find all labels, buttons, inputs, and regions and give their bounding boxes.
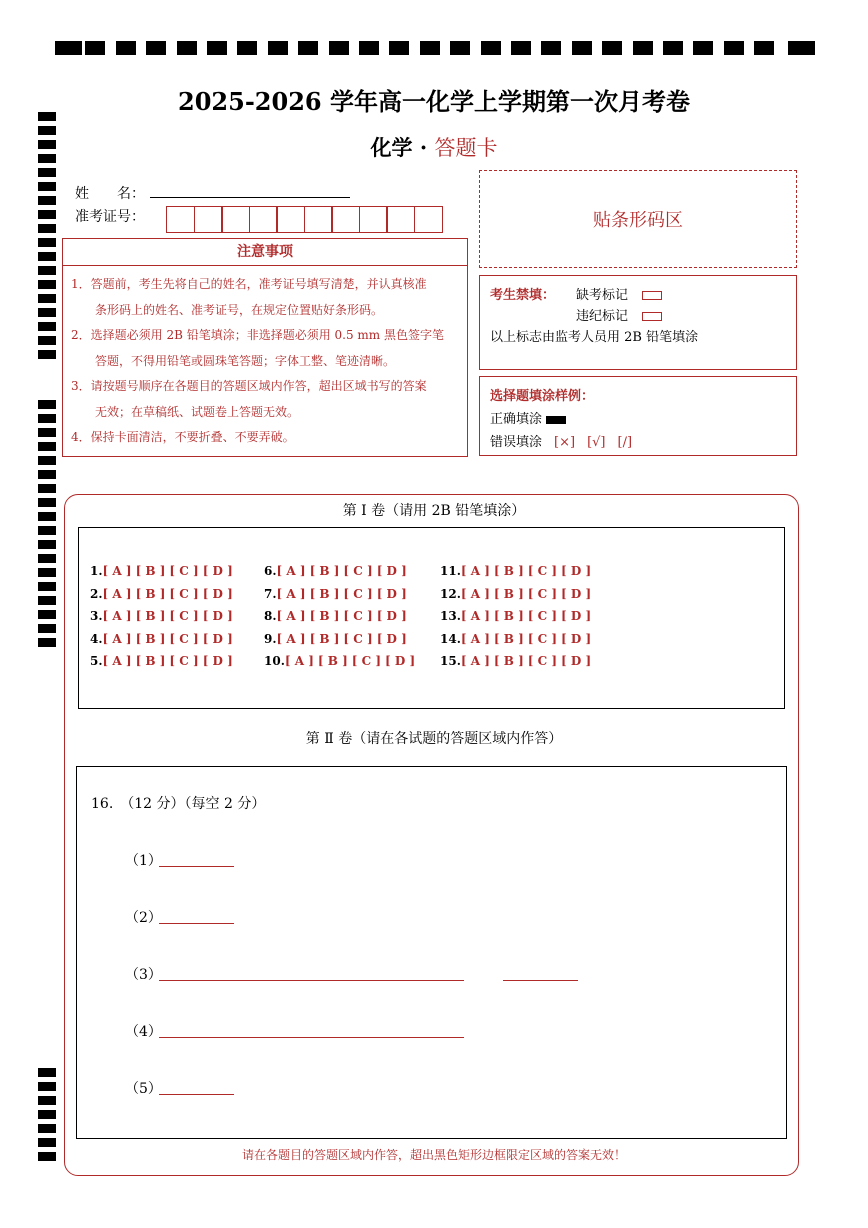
absent-row <box>576 284 662 303</box>
question-number: 12. <box>440 586 461 601</box>
timing-mark <box>38 526 56 535</box>
notice-line: 4．保持卡面清洁，不要折叠、不要弄破。 <box>71 430 295 444</box>
timing-mark <box>38 428 56 437</box>
question-number: 11. <box>440 564 461 578</box>
name-label: 姓 名： <box>75 186 145 202</box>
choice-bubble[interactable]: [ A ] <box>460 654 490 668</box>
timing-mark <box>420 41 440 55</box>
timing-mark <box>724 41 744 55</box>
timing-mark <box>38 1124 56 1133</box>
choice-bubble[interactable]: [ D ] <box>561 564 592 578</box>
choice-bubble[interactable]: [ B ] <box>493 586 524 601</box>
id-digit-box[interactable] <box>249 206 278 233</box>
choice-bubble[interactable]: [ D ] <box>561 586 592 601</box>
choice-bubble[interactable]: [ D ] <box>385 654 416 668</box>
sample-panel <box>479 376 797 456</box>
question-number: 2. <box>90 586 103 601</box>
violation-label: 违纪标记 <box>576 309 629 324</box>
question-number: 10. <box>264 654 285 668</box>
choice-bubble[interactable]: [ A ] <box>276 586 306 601</box>
choice-bubble[interactable]: [ B ] <box>309 631 340 646</box>
notice-heading: 注意事项 <box>63 239 467 266</box>
timing-mark <box>298 41 318 55</box>
timing-mark <box>38 224 56 233</box>
timing-mark <box>38 280 56 289</box>
choice-row <box>264 609 419 632</box>
part1-title: 第 Ⅰ 卷（请用 2B 铅笔填涂） <box>342 503 526 519</box>
timing-mark <box>38 196 56 205</box>
timing-mark <box>38 456 56 465</box>
timing-mark <box>38 596 56 605</box>
choice-bubble[interactable]: [ D ] <box>561 631 592 646</box>
choice-bubble[interactable]: [ C ] <box>527 654 558 668</box>
timing-mark <box>116 41 136 55</box>
violation-mark-box[interactable] <box>642 312 662 321</box>
choice-bubble[interactable]: [ A ] <box>102 631 132 646</box>
timing-mark <box>38 238 56 247</box>
timing-mark <box>38 322 56 331</box>
choice-bubble[interactable]: [ B ] <box>493 631 524 646</box>
question-number: 15. <box>440 654 461 668</box>
timing-marks-left-middle <box>38 400 56 652</box>
choice-bubble[interactable]: [ C ] <box>343 564 373 578</box>
choice-bubble[interactable]: [ C ] <box>351 654 382 668</box>
choice-bubble[interactable]: [ A ] <box>276 631 306 646</box>
choice-bubble[interactable]: [ C ] <box>169 609 199 623</box>
timing-mark <box>38 252 56 261</box>
timing-mark <box>146 41 166 55</box>
choice-bubble[interactable]: [ C ] <box>343 631 373 646</box>
notice-line: 1．答题前，考生先将自己的姓名，准考证号填写清楚，并认真核准 <box>71 277 427 291</box>
timing-mark <box>38 182 56 191</box>
choice-bubble[interactable]: [ A ] <box>102 586 132 601</box>
choice-column-2 <box>264 564 419 677</box>
choice-bubble[interactable]: [ A ] <box>276 609 306 623</box>
q16-part-2: （2） <box>125 910 162 926</box>
filled-mark-icon <box>546 416 566 424</box>
timing-mark <box>38 294 56 303</box>
choice-row <box>264 587 419 610</box>
id-digit-box[interactable] <box>331 206 360 233</box>
notice-line: 2．选择题必须用 2B 铅笔填涂；非选择题必须用 0.5 mm 黑色签字笔 <box>71 328 445 342</box>
timing-mark <box>38 1096 56 1105</box>
timing-mark <box>663 41 683 55</box>
notice-list <box>63 266 467 451</box>
choice-row <box>264 654 419 677</box>
id-digit-box[interactable] <box>166 206 195 233</box>
choice-bubble[interactable]: [ D ] <box>561 609 592 623</box>
choice-row <box>90 632 237 655</box>
timing-mark <box>38 624 56 633</box>
choice-bubble[interactable]: [ B ] <box>309 609 340 623</box>
choice-bubble[interactable]: [ A ] <box>460 631 490 646</box>
question-number: 9. <box>264 631 277 646</box>
choice-bubble[interactable]: [ D ] <box>561 654 592 668</box>
choice-bubble[interactable]: [ A ] <box>102 609 132 623</box>
choice-bubble[interactable]: [ C ] <box>169 654 199 668</box>
wrong-mark: [√] <box>587 435 606 450</box>
wrong-label: 错误填涂 <box>490 435 543 450</box>
choice-bubble[interactable]: [ D ] <box>202 654 233 668</box>
timing-mark <box>55 41 82 55</box>
barcode-area: 贴条形码区 <box>479 170 797 268</box>
timing-mark <box>38 1110 56 1119</box>
forbid-note: 以上标志由监考人员用 2B 铅笔填涂 <box>490 330 699 345</box>
q16-part-4: （4） <box>125 1024 162 1040</box>
id-digit-box[interactable] <box>304 206 333 233</box>
answer-blank[interactable] <box>159 1037 464 1038</box>
choice-row <box>90 587 237 610</box>
correct-label: 正确填涂 <box>490 412 543 427</box>
timing-mark <box>38 470 56 479</box>
answer-blank[interactable] <box>159 866 234 867</box>
choice-row <box>440 587 595 610</box>
timing-mark <box>38 484 56 493</box>
timing-mark <box>268 41 288 55</box>
part2-title: 第 Ⅱ 卷（请在各试题的答题区域内作答） <box>305 731 563 747</box>
timing-mark <box>754 41 774 55</box>
timing-mark <box>481 41 501 55</box>
timing-mark <box>38 414 56 423</box>
id-digit-box[interactable] <box>194 206 223 233</box>
choice-bubble[interactable]: [ D ] <box>376 609 407 623</box>
timing-mark <box>38 540 56 549</box>
choice-bubble[interactable]: [ B ] <box>135 586 166 601</box>
choice-bubble[interactable]: [ C ] <box>169 631 199 646</box>
choice-row <box>440 564 595 587</box>
choice-row <box>440 654 595 677</box>
name-field[interactable] <box>150 197 350 198</box>
timing-mark <box>38 336 56 345</box>
answer-blank[interactable] <box>159 1094 234 1095</box>
timing-mark <box>85 41 105 55</box>
timing-mark <box>38 610 56 619</box>
choice-row <box>440 609 595 632</box>
timing-mark <box>38 1068 56 1077</box>
choice-bubble[interactable]: [ A ] <box>102 564 132 578</box>
question-number: 3. <box>90 609 103 623</box>
notice-line: 无效；在草稿纸、试题卷上答题无效。 <box>71 404 300 419</box>
answer-blank[interactable] <box>159 980 464 981</box>
timing-mark <box>359 41 379 55</box>
page-title: 2025-2026 学年高一化学上学期第一次月考卷 <box>178 87 690 116</box>
choice-bubble[interactable]: [ A ] <box>460 609 490 623</box>
choice-bubble[interactable]: [ C ] <box>527 631 558 646</box>
id-digit-box[interactable] <box>221 206 250 233</box>
choice-row <box>90 564 237 587</box>
timing-mark <box>38 210 56 219</box>
choice-row <box>440 632 595 655</box>
timing-mark <box>602 41 622 55</box>
q16-part-1: （1） <box>125 853 162 869</box>
choice-bubble[interactable]: [ A ] <box>276 564 306 578</box>
question-number: 4. <box>90 631 103 646</box>
choice-bubble[interactable]: [ C ] <box>343 586 373 601</box>
subtitle-subject: 化学 · <box>370 135 435 160</box>
choice-bubble[interactable]: [ B ] <box>493 654 524 668</box>
notice-line: 条形码上的姓名、准考证号，在规定位置贴好条形码。 <box>71 302 384 317</box>
timing-mark <box>38 266 56 275</box>
choice-bubble[interactable]: [ A ] <box>460 586 490 601</box>
choice-bubble[interactable]: [ D ] <box>376 586 407 601</box>
choice-bubble[interactable]: [ C ] <box>169 586 199 601</box>
timing-mark <box>38 350 56 359</box>
id-number-boxes[interactable] <box>166 206 441 233</box>
choice-row <box>90 609 237 632</box>
question-number: 13. <box>440 609 461 623</box>
wrong-mark: [×] <box>554 435 576 450</box>
question-number: 8. <box>264 609 277 623</box>
choice-bubble[interactable]: [ B ] <box>493 564 524 578</box>
timing-mark <box>38 582 56 591</box>
timing-mark <box>38 168 56 177</box>
forbid-panel <box>479 275 797 370</box>
choice-bubble[interactable]: [ A ] <box>460 564 490 578</box>
sample-heading: 选择题填涂样例： <box>490 389 595 404</box>
choice-bubble[interactable]: [ B ] <box>309 564 340 578</box>
notice-panel <box>62 238 468 457</box>
choice-bubble[interactable]: [ D ] <box>376 631 407 646</box>
choice-bubble[interactable]: [ D ] <box>202 631 233 646</box>
id-digit-box[interactable] <box>276 206 305 233</box>
choice-bubble[interactable]: [ A ] <box>284 654 314 668</box>
correct-row <box>490 408 566 427</box>
choice-bubble[interactable]: [ B ] <box>135 564 166 578</box>
choice-bubble[interactable]: [ C ] <box>527 609 558 623</box>
id-label: 准考证号： <box>75 209 145 225</box>
choice-column-3 <box>440 564 595 677</box>
absent-label: 缺考标记 <box>576 288 629 303</box>
wrong-row <box>490 431 632 450</box>
timing-mark <box>38 568 56 577</box>
page-subtitle <box>0 132 868 162</box>
forbid-label: 考生禁填： <box>490 288 556 303</box>
choice-bubble[interactable]: [ C ] <box>343 609 373 623</box>
choice-row <box>264 632 419 655</box>
timing-mark <box>450 41 470 55</box>
timing-mark <box>541 41 561 55</box>
choice-bubble[interactable]: [ D ] <box>202 564 233 578</box>
id-digit-box[interactable] <box>359 206 388 233</box>
choice-bubble[interactable]: [ D ] <box>202 609 233 623</box>
notice-line: 答题，不得用铅笔或圆珠笔答题；字体工整、笔迹清晰。 <box>71 353 396 368</box>
answer-blank[interactable] <box>503 980 578 981</box>
timing-mark <box>38 400 56 409</box>
timing-mark <box>511 41 531 55</box>
timing-mark <box>207 41 227 55</box>
footer-warning: 请在各题目的答题区域内作答，超出黑色矩形边框限定区域的答案无效！ <box>241 1148 626 1162</box>
timing-mark <box>38 638 56 647</box>
timing-mark <box>572 41 592 55</box>
wrong-mark: [/] <box>617 435 633 450</box>
timing-mark <box>38 1082 56 1091</box>
timing-mark <box>633 41 653 55</box>
timing-mark <box>329 41 349 55</box>
question-16-box <box>76 766 787 1139</box>
timing-mark <box>788 41 815 55</box>
question-number: 5. <box>90 654 103 668</box>
choice-bubble[interactable]: [ C ] <box>527 564 558 578</box>
choice-bubble[interactable]: [ B ] <box>493 609 524 623</box>
question-number: 14. <box>440 631 461 646</box>
q16-part-3: （3） <box>125 967 162 983</box>
id-digit-box[interactable] <box>386 206 415 233</box>
question-number: 1. <box>90 564 103 578</box>
choice-column-1 <box>90 564 237 677</box>
q16-part-5: （5） <box>125 1081 162 1097</box>
timing-mark <box>38 442 56 451</box>
choice-bubble[interactable]: [ D ] <box>376 564 407 578</box>
id-digit-box[interactable] <box>414 206 443 233</box>
choice-bubble[interactable]: [ B ] <box>309 586 340 601</box>
choice-bubble[interactable]: [ D ] <box>202 586 233 601</box>
timing-mark <box>693 41 713 55</box>
timing-mark <box>237 41 257 55</box>
question-number: 6. <box>264 564 277 578</box>
question-number: 7. <box>264 586 277 601</box>
choice-bubble[interactable]: [ C ] <box>169 564 199 578</box>
question-16-heading: 16. （12 分）（每空 2 分） <box>91 796 266 812</box>
choice-bubble[interactable]: [ B ] <box>135 631 166 646</box>
answer-blank[interactable] <box>159 923 234 924</box>
multiple-choice-box <box>78 527 785 709</box>
choice-bubble[interactable]: [ B ] <box>135 654 166 668</box>
absent-mark-box[interactable] <box>642 291 662 300</box>
choice-bubble[interactable]: [ A ] <box>102 654 132 668</box>
choice-bubble[interactable]: [ C ] <box>527 586 558 601</box>
choice-bubble[interactable]: [ B ] <box>135 609 166 623</box>
choice-row <box>90 654 237 677</box>
timing-mark <box>177 41 197 55</box>
timing-mark <box>38 308 56 317</box>
choice-row <box>264 564 419 587</box>
timing-marks-top <box>55 41 815 55</box>
subtitle-accent: 答题卡 <box>434 136 498 160</box>
notice-line: 3．请按题号顺序在各题目的答题区域内作答，超出区域书写的答案 <box>71 379 427 393</box>
violation-row <box>576 305 662 324</box>
timing-mark <box>38 554 56 563</box>
choice-bubble[interactable]: [ B ] <box>317 654 348 668</box>
timing-mark <box>389 41 409 55</box>
